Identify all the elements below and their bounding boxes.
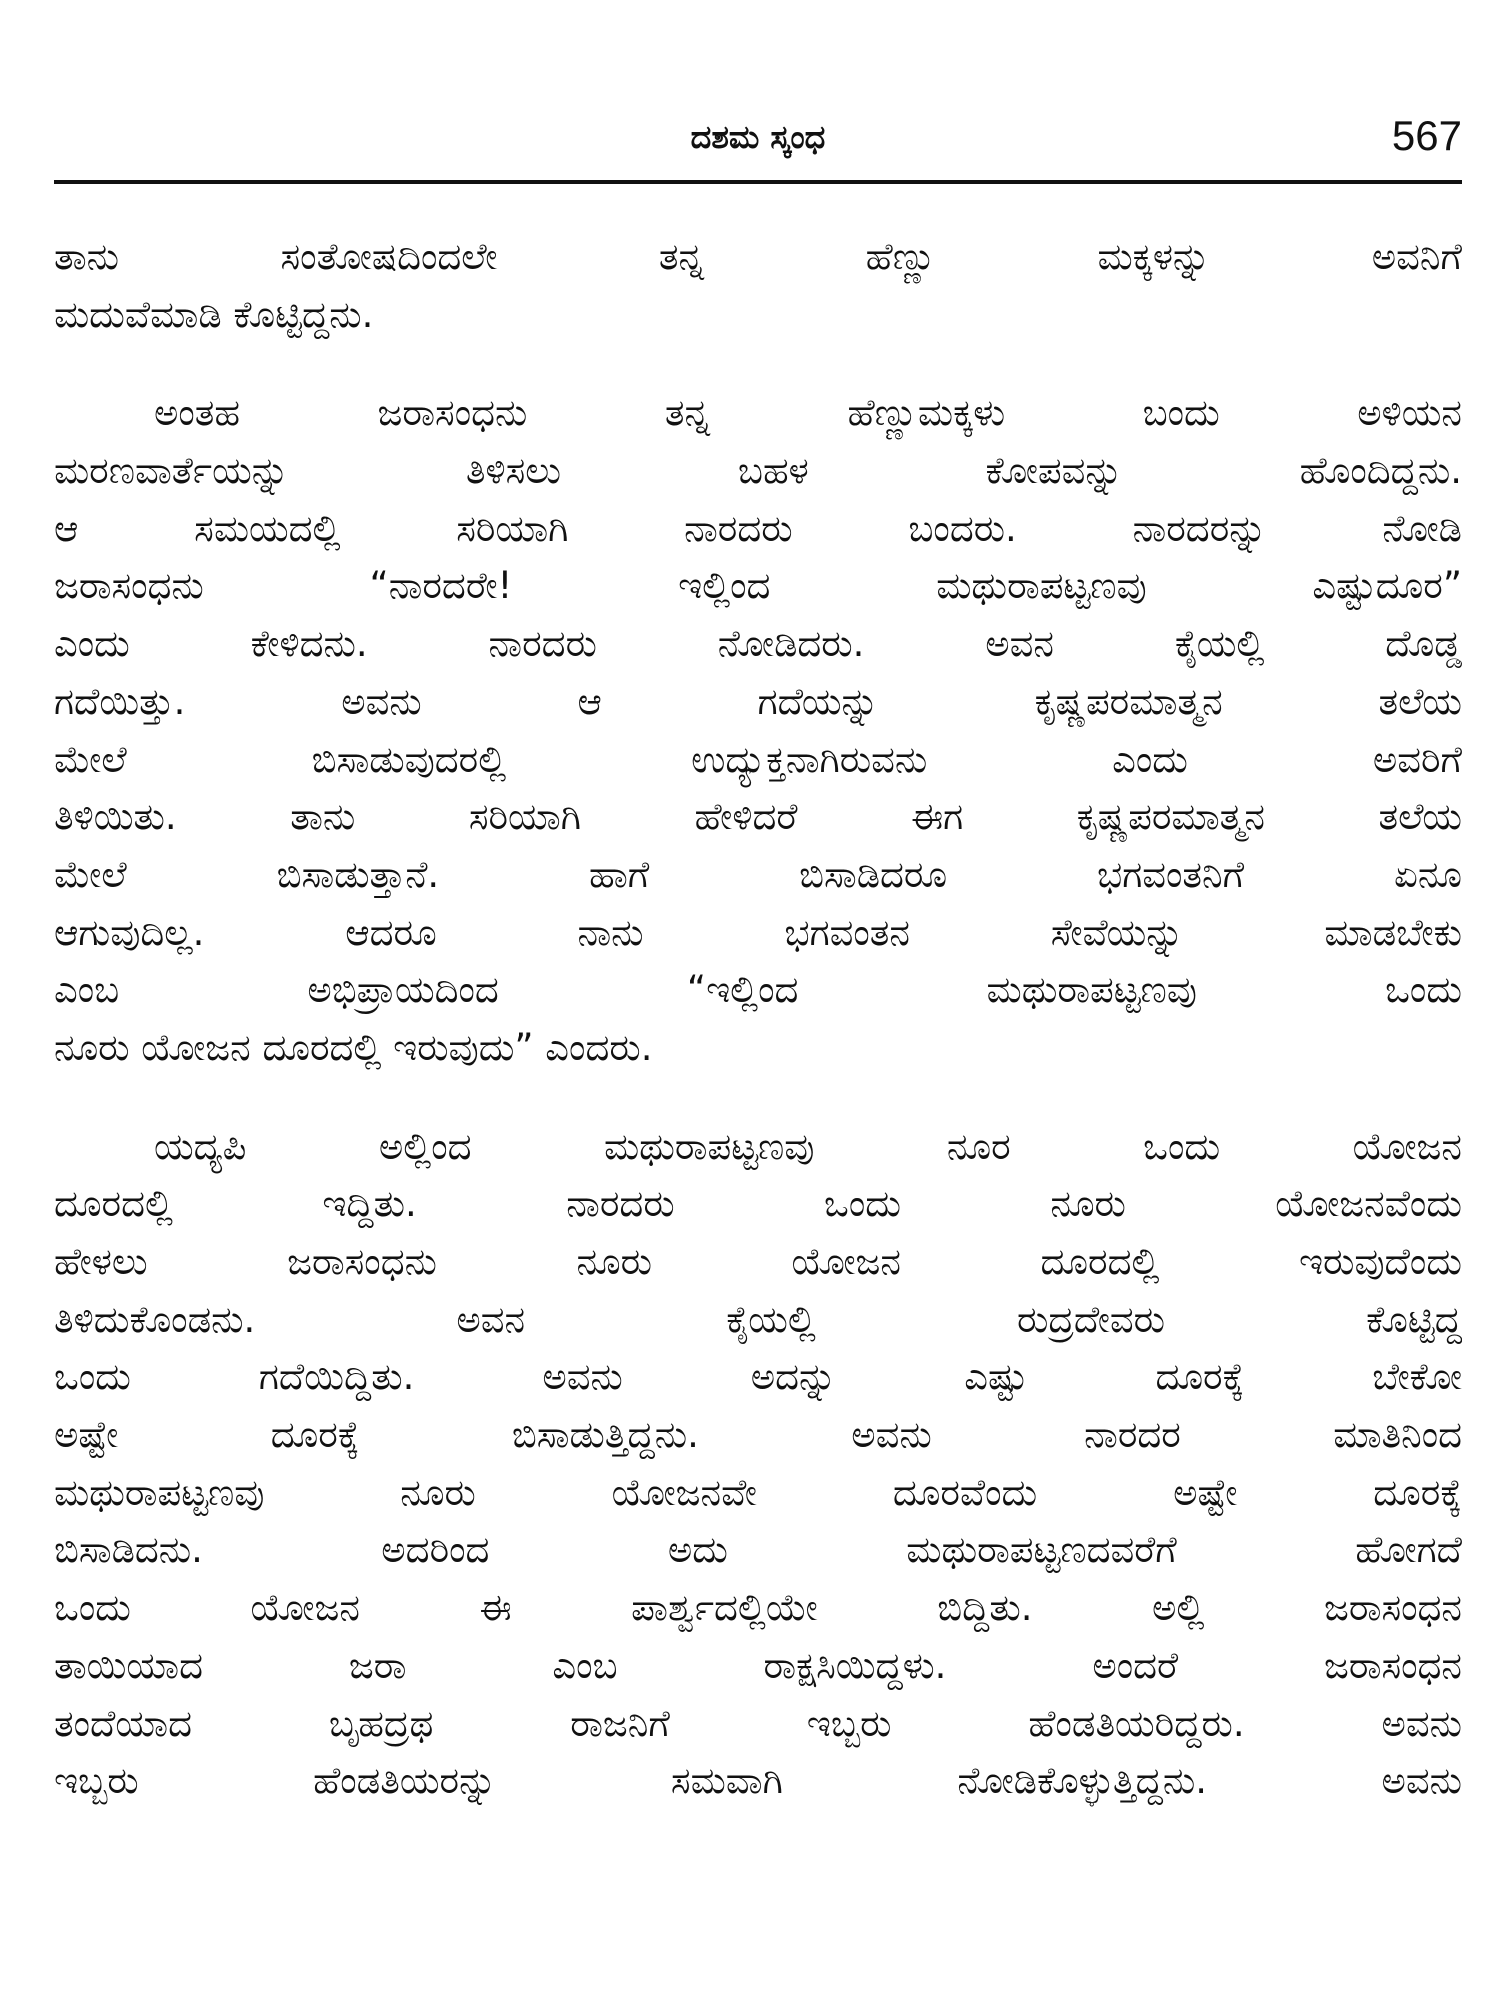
text-line: ತಿಳಿಯಿತು. ತಾನು ಸರಿಯಾಗಿ ಹೇಳಿದರೆ ಈಗ ಕೃಷ್ಣಪರಮಾತ್ಮನ ತಲೆಯ	[54, 795, 1462, 839]
running-header	[54, 112, 1462, 172]
text-line: ತಾಯಿಯಾದ ಜರಾ ಎಂಬ ರಾಕ್ಷಸಿಯಿದ್ದಳು. ಅಂದರೆ ಜರಾಸಂಧನ	[54, 1643, 1462, 1687]
text-line: ಎಂಬ ಅಭಿಪ್ರಾಯದಿಂದ “ಇಲ್ಲಿಂದ ಮಥುರಾಪಟ್ಟಣವು ಒಂದು	[54, 968, 1462, 1012]
text-line: ತಂದೆಯಾದ ಬೃಹದ್ರಥ ರಾಜನಿಗೆ ಇಬ್ಬರು ಹೆಂಡತಿಯರಿದ್ದರು. ಅವನು	[54, 1701, 1462, 1745]
text-line: ಮದುವೆಮಾಡಿ ಕೊಟ್ಟಿದ್ದನು.	[54, 292, 374, 336]
text-line: ಜರಾಸಂಧನು “ನಾರದರೇ! ಇಲ್ಲಿಂದ ಮಥುರಾಪಟ್ಟಣವು ಎಷ್ಟುದೂರ”	[54, 564, 1462, 608]
text-line: ಯದ್ಯಪಿ ಅಲ್ಲಿಂದ ಮಥುರಾಪಟ್ಟಣವು ನೂರ ಒಂದು ಯೋಜನ	[154, 1124, 1462, 1168]
text-line: ಹೇಳಲು ಜರಾಸಂಧನು ನೂರು ಯೋಜನ ದೂರದಲ್ಲಿ ಇರುವುದೆಂದು	[54, 1240, 1462, 1283]
text-line: ತಿಳಿದುಕೊಂಡನು. ಅವನ ಕೈಯಲ್ಲಿ ರುದ್ರದೇವರು ಕೊಟ್ಟಿದ್ದ	[54, 1297, 1462, 1341]
header-rule	[54, 180, 1462, 184]
text-line: ಮಥುರಾಪಟ್ಟಣವು ನೂರು ಯೋಜನವೇ ದೂರವೆಂದು ಅಷ್ಟೇ ದೂರಕ್ಕೆ	[54, 1470, 1462, 1514]
section-title: ದಶಮ ಸ್ಕಂಧ	[690, 118, 826, 156]
text-line: ಅಷ್ಟೇ ದೂರಕ್ಕೆ ಬಿಸಾಡುತ್ತಿದ್ದನು. ಅವನು ನಾರದರ ಮಾತಿನಿಂದ	[54, 1413, 1462, 1457]
text-line: ಆಗುವುದಿಲ್ಲ. ಆದರೂ ನಾನು ಭಗವಂತನ ಸೇವೆಯನ್ನು ಮಾಡಬೇಕು	[54, 910, 1462, 954]
text-line: ಮರಣವಾರ್ತೆಯನ್ನು ತಿಳಿಸಲು ಬಹಳ ಕೋಪವನ್ನು ಹೊಂದಿದ್ದನು.	[54, 449, 1462, 493]
body-text	[54, 228, 1462, 1851]
page-number: 567	[1391, 112, 1462, 159]
text-line: ಅಂತಹ ಜರಾಸಂಧನು ತನ್ನ ಹೆಣ್ಣುಮಕ್ಕಳು ಬಂದು ಅಳಿಯನ	[154, 391, 1462, 435]
text-line: ಆ ಸಮಯದಲ್ಲಿ ಸರಿಯಾಗಿ ನಾರದರು ಬಂದರು. ನಾರದರನ್ನು ನೋಡಿ	[54, 506, 1462, 550]
text-line: ಗದೆಯಿತ್ತು. ಅವನು ಆ ಗದೆಯನ್ನು ಕೃಷ್ಣಪರಮಾತ್ಮನ ತಲೆಯ	[54, 679, 1462, 723]
text-line: ದೂರದಲ್ಲಿ ಇದ್ದಿತು. ನಾರದರು ಒಂದು ನೂರು ಯೋಜನವೆಂದು	[54, 1182, 1462, 1226]
text-line: ಬಿಸಾಡಿದನು. ಅದರಿಂದ ಅದು ಮಥುರಾಪಟ್ಟಣದವರೆಗೆ ಹೋಗದೆ	[54, 1528, 1462, 1572]
paragraph	[54, 228, 1462, 343]
paragraph	[54, 1118, 1462, 1810]
text-line: ಎಂದು ಕೇಳಿದನು. ನಾರದರು ನೋಡಿದರು. ಅವನ ಕೈಯಲ್ಲಿ ದೊಡ್ಡ	[54, 622, 1462, 666]
text-line: ಒಂದು ಗದೆಯಿದ್ದಿತು. ಅವನು ಅದನ್ನು ಎಷ್ಟು ದೂರಕ್ಕೆ ಬೇಕೋ	[54, 1355, 1462, 1399]
paragraph	[54, 384, 1462, 1076]
text-line: ಒಂದು ಯೋಜನ ಈ ಪಾರ್ಶ್ವದಲ್ಲಿಯೇ ಬಿದ್ದಿತು. ಅಲ್ಲಿ ಜರಾಸಂಧನ	[54, 1586, 1462, 1630]
text-line: ನೂರು ಯೋಜನ ದೂರದಲ್ಲಿ ಇರುವುದು” ಎಂದರು.	[54, 1025, 653, 1069]
text-line: ಇಬ್ಬರು ಹೆಂಡತಿಯರನ್ನು ಸಮವಾಗಿ ನೋಡಿಕೊಳ್ಳುತ್ತಿದ್ದನು. ಅವನು	[54, 1759, 1462, 1803]
text-line: ತಾನು ಸಂತೋಷದಿಂದಲೇ ತನ್ನ ಹೆಣ್ಣು ಮಕ್ಕಳನ್ನು ಅವನಿಗೆ	[54, 235, 1462, 278]
text-line: ಮೇಲೆ ಬಿಸಾಡುತ್ತಾನೆ. ಹಾಗೆ ಬಿಸಾಡಿದರೂ ಭಗವಂತನಿಗೆ ಏನೂ	[54, 852, 1462, 896]
text-line: ಮೇಲೆ ಬಿಸಾಡುವುದರಲ್ಲಿ ಉದ್ಯುಕ್ತನಾಗಿರುವನು ಎಂದು ಅವರಿಗೆ	[54, 737, 1462, 781]
